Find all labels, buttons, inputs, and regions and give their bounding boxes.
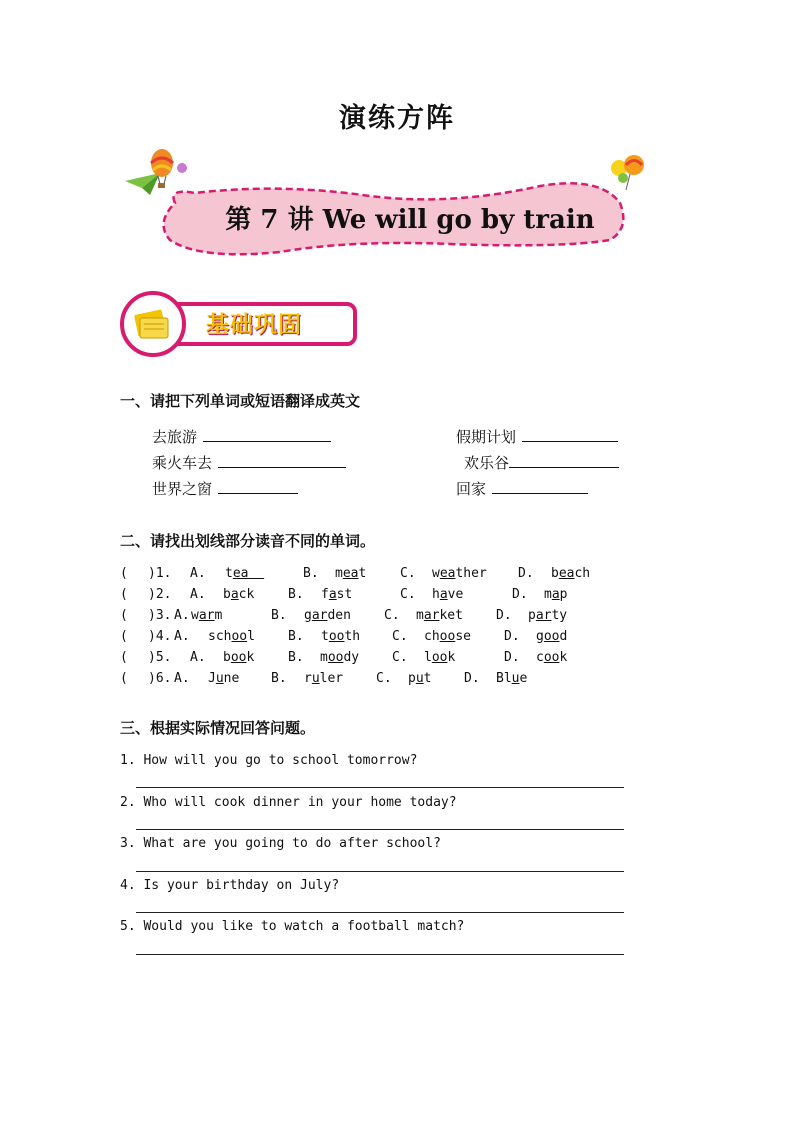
option-letter: A. xyxy=(190,566,206,581)
question-number: )6. xyxy=(148,671,172,686)
option-letter: D. xyxy=(504,650,520,665)
option-word: garden xyxy=(304,608,351,623)
question-number: )3. xyxy=(148,608,172,623)
option-letter: C. xyxy=(392,629,408,644)
lesson-title: 第 7 讲 We will go by train xyxy=(225,205,595,235)
answer-paren[interactable]: ( xyxy=(120,608,128,623)
option-word: beach xyxy=(551,566,591,581)
section-badge-label: 基础巩固 xyxy=(206,312,302,338)
option-word: June xyxy=(208,671,240,686)
question-number: )1. xyxy=(148,566,172,581)
option-letter: B. xyxy=(271,671,287,686)
option-word: market xyxy=(416,608,463,623)
option-letter: C. xyxy=(384,608,400,623)
section1-heading: 一、请把下列单词或短语翻译成英文 xyxy=(120,392,361,410)
question-text: 3. What are you going to do after school? xyxy=(120,836,441,851)
answer-line[interactable] xyxy=(136,912,624,913)
vocab-item: 欢乐谷 xyxy=(464,452,619,473)
question-number: )2. xyxy=(148,587,172,602)
paper-plane-icon xyxy=(125,173,160,195)
question-text: 2. Who will cook dinner in your home today? xyxy=(120,795,457,810)
option-letter: D. xyxy=(464,671,480,686)
option-word: party xyxy=(528,608,568,623)
balloons-right-icon xyxy=(611,155,644,190)
option-word: Blue xyxy=(496,671,528,686)
option-letter: C. xyxy=(392,650,408,665)
option-word: have xyxy=(432,587,464,602)
answer-paren[interactable]: ( xyxy=(120,587,128,602)
option-word: book xyxy=(223,650,255,665)
question-text: 4. Is your birthday on July? xyxy=(120,878,340,893)
section2-heading: 二、请找出划线部分读音不同的单词。 xyxy=(120,532,376,550)
vocab-item: 回家 xyxy=(456,478,588,499)
section3-heading: 三、根据实际情况回答问题。 xyxy=(120,719,316,737)
option-letter: B. xyxy=(271,608,287,623)
balloon-icon xyxy=(151,149,187,188)
option-word: moody xyxy=(320,650,360,665)
option-letter: D. xyxy=(518,566,534,581)
vocab-item: 去旅游 xyxy=(152,426,331,447)
option-word: back xyxy=(223,587,255,602)
option-letter: D. xyxy=(504,629,520,644)
question-text: 1. How will you go to school tomorrow? xyxy=(120,753,418,768)
option-word: meat xyxy=(335,566,367,581)
option-word: look xyxy=(424,650,456,665)
vocab-item: 假期计划 xyxy=(456,426,618,447)
option-letter: A. xyxy=(174,608,190,623)
option-letter: D. xyxy=(512,587,528,602)
option-letter: C. xyxy=(376,671,392,686)
option-word: good xyxy=(536,629,568,644)
option-word: ruler xyxy=(304,671,344,686)
option-word: tea xyxy=(225,566,249,581)
option-word: warm xyxy=(191,608,223,623)
option-word: map xyxy=(544,587,568,602)
answer-line[interactable] xyxy=(136,954,624,955)
option-word: choose xyxy=(424,629,471,644)
answer-line[interactable] xyxy=(136,871,624,872)
answer-paren[interactable]: ( xyxy=(120,566,128,581)
vocab-item: 世界之窗 xyxy=(152,478,298,499)
question-number: )4. xyxy=(148,629,172,644)
page-title: 演练方阵 xyxy=(339,103,455,134)
answer-line[interactable] xyxy=(136,829,624,830)
answer-paren[interactable]: ( xyxy=(120,671,128,686)
option-letter: B. xyxy=(288,629,304,644)
option-word: fast xyxy=(321,587,353,602)
option-word: weather xyxy=(432,566,487,581)
option-letter: B. xyxy=(288,587,304,602)
question-number: )5. xyxy=(148,650,172,665)
option-word: cook xyxy=(536,650,568,665)
option-letter: A. xyxy=(190,650,206,665)
option-word: school xyxy=(208,629,255,644)
option-letter: B. xyxy=(303,566,319,581)
option-letter: C. xyxy=(400,566,416,581)
answer-paren[interactable]: ( xyxy=(120,650,128,665)
option-letter: D. xyxy=(496,608,512,623)
option-letter: A. xyxy=(174,671,190,686)
vocab-item: 乘火车去 xyxy=(152,452,346,473)
option-letter: C. xyxy=(400,587,416,602)
option-letter: B. xyxy=(288,650,304,665)
option-letter: A. xyxy=(190,587,206,602)
question-text: 5. Would you like to watch a football match? xyxy=(120,919,465,934)
answer-paren[interactable]: ( xyxy=(120,629,128,644)
answer-line[interactable] xyxy=(136,787,624,788)
option-letter: A. xyxy=(174,629,190,644)
option-word: put xyxy=(408,671,432,686)
option-word: tooth xyxy=(321,629,361,644)
